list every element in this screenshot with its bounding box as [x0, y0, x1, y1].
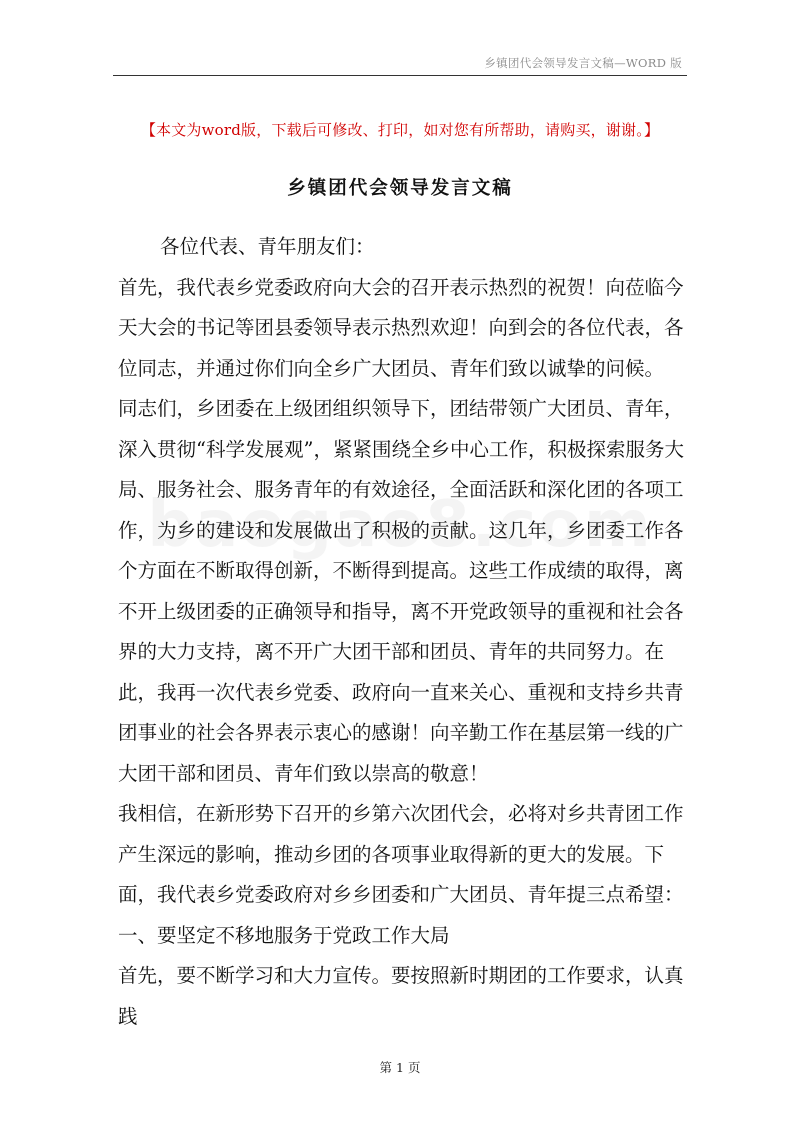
body-paragraph: 首先，我代表乡党委政府向大会的召开表示热烈的祝贺！向莅临今天大会的书记等团县委领导表示热烈欢迎！向到会的各位代表，各位同志，并通过你们向全乡广大团员、青年们致以诚挚的问候。 [118, 275, 684, 380]
header-divider [113, 75, 687, 76]
download-notice: 【本文为word版，下载后可修改、打印，如对您有所帮助，请购买，谢谢。】 [140, 121, 660, 139]
body-paragraph: 我相信，在新形势下召开的乡第六次团代会，必将对乡共青团工作产生深远的影响，推动乡团的各项事业取得新的更大的发展。下面，我代表乡党委政府对乡乡团委和广大团员、青年提三点希望： [118, 802, 684, 906]
salutation: 各位代表、青年朋友们： [160, 235, 375, 258]
document-title: 乡镇团代会领导发言文稿 [287, 178, 513, 199]
body-paragraph: 首先，要不断学习和大力宣传。要按照新时期团的工作要求，认真践 [118, 964, 684, 1028]
running-header: 乡镇团代会领导发言文稿—WORD 版 [484, 56, 682, 70]
document-body [118, 227, 688, 1037]
section-heading: 一、要坚定不移地服务于党政工作大局 [118, 923, 450, 947]
body-paragraph: 同志们，乡团委在上级团组织领导下，团结带领广大团员、青年，深入贯彻“科学发展观”，紧紧围绕全乡中心工作，积极探索服务大局、服务社会、服务青年的有效途径，全面活跃和深化团的各项工作，为乡的建设和发展做出了积极的贡献。这几年，乡团委工作各个方面在不断取得创新，不断得到提高。这些工作成绩的取得，离不开上级团委的正确领导和指导，离不开党政领导的重视和社会各界的大力支持，离不开广大团干部和团员、青年的共同努力。在此，我再一次代表乡党委、政府向一直来关心、重视和支持乡共青团事业的社会各界表示衷心的感谢！向辛勤工作在基层第一线的广大团干部和团员、青年们致以崇高的敬意！ [118, 397, 684, 785]
page-number: 第 1 页 [379, 1060, 421, 1075]
